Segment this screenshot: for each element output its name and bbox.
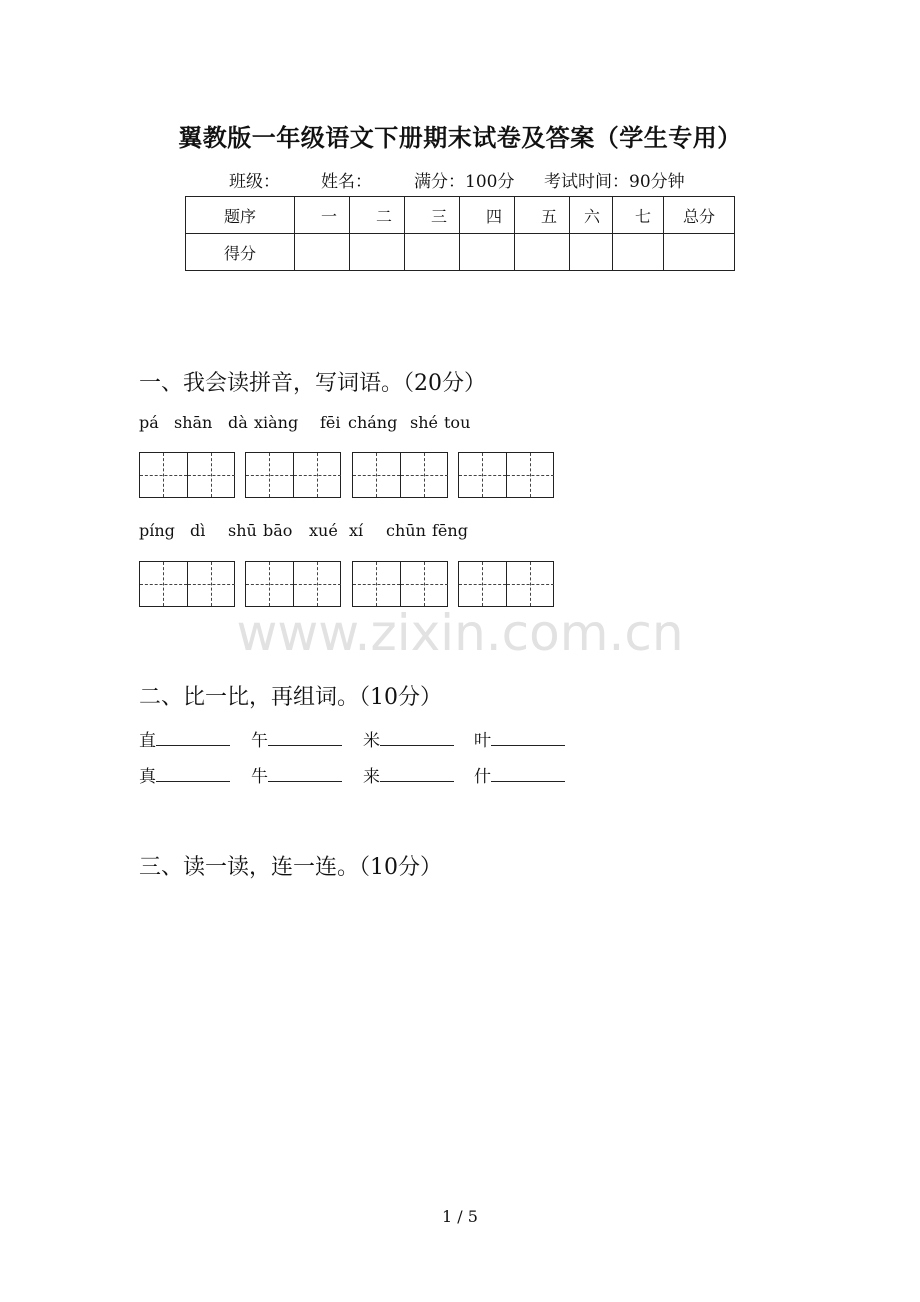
header-cell-total: 总分: [664, 197, 735, 234]
writing-cell[interactable]: [459, 562, 506, 606]
header-cell-2: 二: [350, 197, 405, 234]
pinyin-0-4: fēi: [320, 413, 341, 432]
header-cell-order: 题序: [186, 197, 295, 234]
compare-item: [139, 762, 230, 787]
writing-cell[interactable]: [246, 453, 293, 497]
answer-blank[interactable]: [268, 729, 342, 746]
writing-grid-row-2: [0, 561, 920, 609]
section-3-heading: 三、读一读，连一连。（10分）: [139, 855, 442, 880]
section-2-heading: 二、比一比，再组词。（10分）: [139, 685, 442, 710]
writing-cell[interactable]: [293, 562, 341, 606]
score-cell-1[interactable]: [295, 234, 350, 271]
compare-item: [363, 762, 454, 787]
writing-cell[interactable]: [400, 453, 448, 497]
pinyin-0-6: shé: [410, 413, 438, 432]
page-number: 1 / 5: [442, 1207, 478, 1226]
score-cell-3[interactable]: [405, 234, 460, 271]
header-cell-6: 六: [570, 197, 613, 234]
score-table-header-row: [186, 197, 735, 234]
writing-grid-box[interactable]: [352, 452, 448, 498]
writing-grid-row-1: [0, 452, 920, 500]
writing-cell[interactable]: [506, 562, 554, 606]
pinyin-0-5: cháng: [348, 413, 398, 432]
writing-grid-box[interactable]: [352, 561, 448, 607]
pinyin-0-1: shān: [174, 413, 213, 432]
header-cell-3: 三: [405, 197, 460, 234]
score-cell-5[interactable]: [515, 234, 570, 271]
compare-char: 午: [251, 731, 268, 751]
writing-cell[interactable]: [400, 562, 448, 606]
header-cell-4: 四: [460, 197, 515, 234]
pinyin-1-7: fēng: [432, 521, 468, 540]
score-cell-6[interactable]: [570, 234, 613, 271]
writing-cell[interactable]: [140, 562, 187, 606]
compare-item: [474, 762, 565, 787]
writing-cell[interactable]: [246, 562, 293, 606]
score-row-label: 得分: [186, 234, 295, 271]
compare-char: 牛: [251, 767, 268, 787]
compare-item: [363, 726, 454, 751]
compare-item: [139, 726, 230, 751]
answer-blank[interactable]: [380, 729, 454, 746]
writing-cell[interactable]: [187, 453, 235, 497]
section-1-heading: 一、我会读拼音，写词语。（20分）: [139, 371, 486, 396]
pinyin-0-0: pá: [139, 413, 159, 432]
answer-blank[interactable]: [491, 765, 565, 782]
score-table: [185, 196, 735, 271]
compare-char: 米: [363, 731, 380, 751]
writing-grid-box[interactable]: [245, 561, 341, 607]
header-cell-1: 一: [295, 197, 350, 234]
compare-item: [251, 762, 342, 787]
pinyin-1-5: xí: [349, 521, 364, 540]
writing-grid-box[interactable]: [245, 452, 341, 498]
compare-char: 直: [139, 731, 156, 751]
answer-blank[interactable]: [380, 765, 454, 782]
compare-item: [474, 726, 565, 751]
answer-blank[interactable]: [156, 765, 230, 782]
class-label: 班级：: [229, 172, 280, 192]
document-title: 翼教版一年级语文下册期末试卷及答案（学生专用）: [178, 123, 742, 152]
answer-blank[interactable]: [491, 729, 565, 746]
name-label: 姓名：: [321, 172, 372, 192]
pinyin-1-1: dì: [190, 521, 206, 540]
score-cell-total[interactable]: [664, 234, 735, 271]
pinyin-1-2: shū: [228, 521, 257, 540]
pinyin-1-4: xué: [309, 521, 338, 540]
answer-blank[interactable]: [268, 765, 342, 782]
writing-cell[interactable]: [353, 453, 400, 497]
writing-grid-box[interactable]: [458, 561, 554, 607]
pinyin-0-7: tou: [444, 413, 471, 432]
writing-cell[interactable]: [506, 453, 554, 497]
full-score-text: 满分：100分: [414, 172, 515, 192]
score-cell-2[interactable]: [350, 234, 405, 271]
compare-char: 真: [139, 767, 156, 787]
score-cell-4[interactable]: [460, 234, 515, 271]
pinyin-1-6: chūn: [386, 521, 426, 540]
compare-char: 来: [363, 767, 380, 787]
writing-grid-box[interactable]: [139, 561, 235, 607]
writing-grid-box[interactable]: [139, 452, 235, 498]
pinyin-0-3: xiàng: [254, 413, 299, 432]
pinyin-0-2: dà: [228, 413, 248, 432]
compare-item: [251, 726, 342, 751]
answer-blank[interactable]: [156, 729, 230, 746]
compare-char: 什: [474, 767, 491, 787]
writing-cell[interactable]: [459, 453, 506, 497]
exam-time-text: 考试时间：90分钟: [544, 172, 685, 192]
writing-cell[interactable]: [187, 562, 235, 606]
writing-grid-box[interactable]: [458, 452, 554, 498]
score-table-score-row: [186, 234, 735, 271]
watermark: www.zixin.com.cn: [236, 604, 684, 662]
compare-char: 叶: [474, 731, 491, 751]
writing-cell[interactable]: [140, 453, 187, 497]
pinyin-1-3: bāo: [263, 521, 293, 540]
header-cell-5: 五: [515, 197, 570, 234]
writing-cell[interactable]: [353, 562, 400, 606]
pinyin-1-0: píng: [139, 521, 175, 540]
score-cell-7[interactable]: [613, 234, 664, 271]
writing-cell[interactable]: [293, 453, 341, 497]
header-cell-7: 七: [613, 197, 664, 234]
